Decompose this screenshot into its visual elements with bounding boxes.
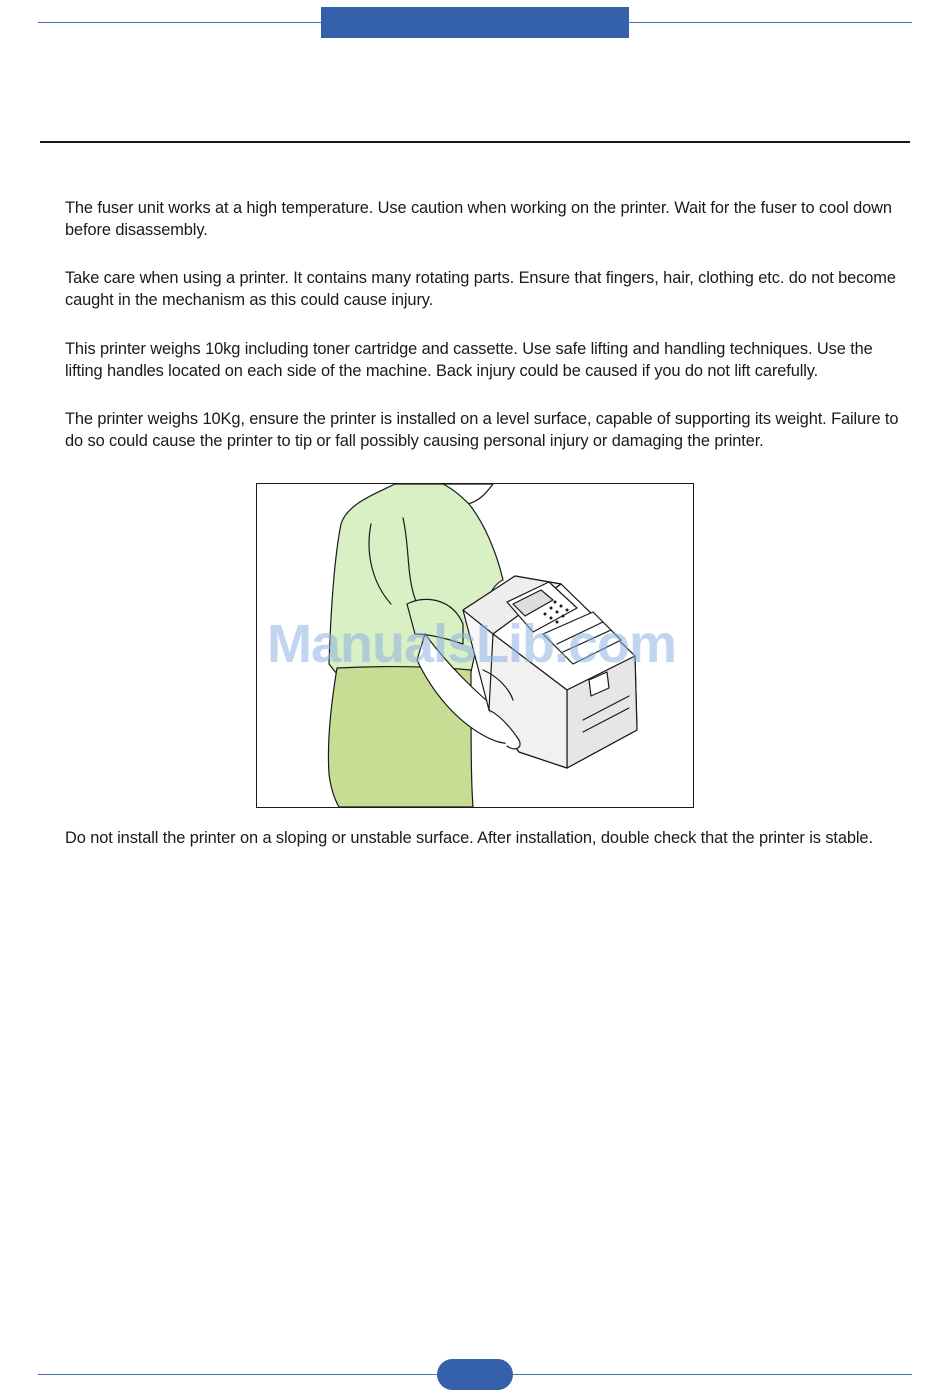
paragraph-lifting-weight: This printer weighs 10kg including toner cartridge and cassette. Use safe lifting and handling techniques. Use the lifting handles located on each side of the machine. Back injury could be caused if you do not lift carefully.	[65, 340, 873, 380]
header-rule-right	[628, 22, 912, 23]
watermark: ManualsLib.com	[267, 614, 677, 674]
lifting-illustration-frame	[256, 483, 694, 808]
page-number-pill	[437, 1359, 513, 1390]
paragraph-rotating-parts: Take care when using a printer. It contains many rotating parts. Ensure that fingers, hair, clothing etc. do not become caught in the mechanism as this could cause injury.	[65, 269, 896, 309]
paragraph-stable-surface: Do not install the printer on a sloping or unstable surface. After installation, double check that the printer is stable.	[65, 829, 873, 847]
header-rule-left	[38, 22, 321, 23]
paragraph-level-surface: The printer weighs 10Kg, ensure the printer is installed on a level surface, capable of supporting its weight. Failure to do so could cause the printer to tip or fall possibly causing personal injury or damaging the printer.	[65, 410, 899, 450]
person-lifting-printer-illustration	[257, 484, 693, 807]
paragraph-fuser-caution: The fuser unit works at a high temperature. Use caution when working on the printer. Wait for the fuser to cool down before disassembly.	[65, 199, 892, 239]
footer-rule-left	[38, 1374, 438, 1375]
header-tab	[321, 7, 629, 38]
footer-rule-right	[512, 1374, 912, 1375]
section-title-rule	[40, 141, 910, 143]
